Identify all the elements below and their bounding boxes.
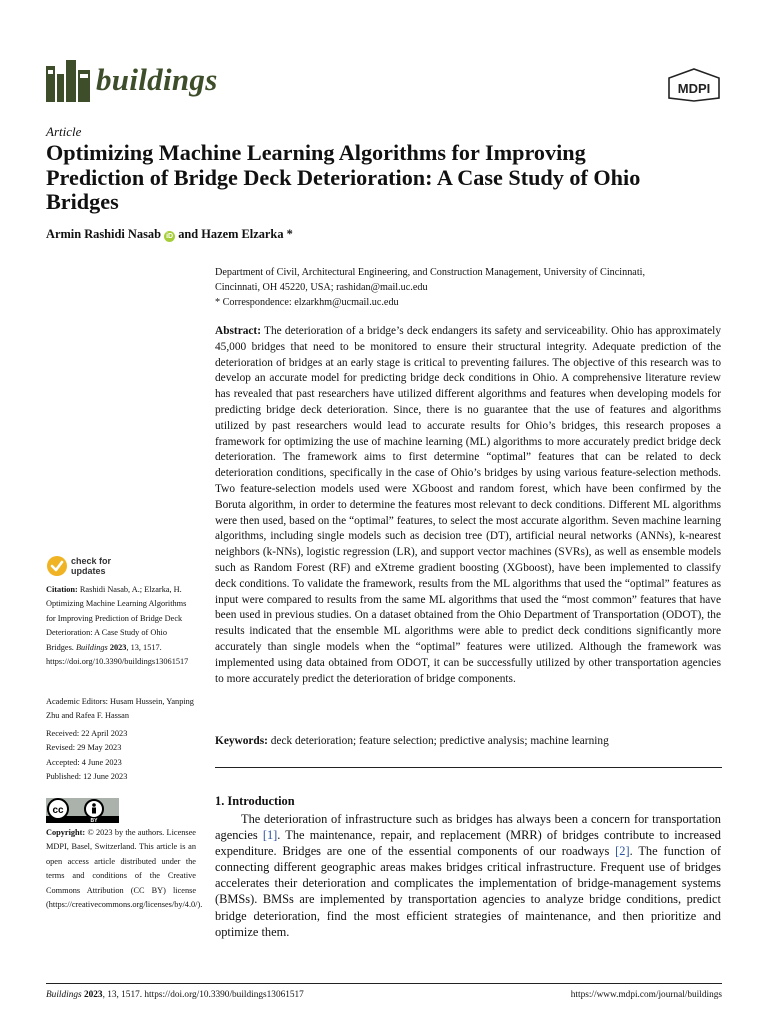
- section-divider: [215, 767, 722, 768]
- footer-year: 2023: [83, 990, 103, 1000]
- intro-text: The deterioration of infrastructure such as bridges has always been a concern for transportation agencies: [215, 812, 721, 843]
- citation-label: Citation:: [46, 585, 78, 594]
- date-accepted: Accepted: 4 June 2023: [46, 757, 122, 767]
- date-received: Received: 22 April 2023: [46, 729, 128, 738]
- check-updates-line: updates: [71, 566, 106, 576]
- footer-doi[interactable]: , 13, 1517. https://doi.org/10.3390/buildings13061517: [102, 990, 304, 1000]
- copyright-notice: [46, 826, 203, 912]
- footer-citation: [46, 989, 304, 1001]
- article-type: Article: [46, 124, 82, 139]
- publisher-name: MDPI: [677, 81, 711, 96]
- footer-journal-url[interactable]: https://www.mdpi.com/journal/buildings: [570, 990, 722, 1000]
- keywords-label: Keywords:: [215, 735, 268, 747]
- citation-journal: Buildings: [75, 642, 108, 652]
- copyright-label: Copyright:: [46, 828, 86, 837]
- date-published: Published: 12 June 2023: [46, 772, 128, 782]
- citation-doi[interactable]: , 13, 1517. https://doi.org/10.3390/buildings13061517: [46, 642, 189, 667]
- article-title: Optimizing Machine Learning Algorithms for Improving Prediction of Bridge Deck Deterioration: A Case Study of Ohio Bridges: [46, 140, 641, 214]
- svg-text:cc: cc: [52, 805, 64, 816]
- affiliation-line: Cincinnati, OH 45220, USA; rashidan@mail.uc.edu: [215, 282, 428, 293]
- author-name[interactable]: Armin Rashidi Nasab: [46, 227, 161, 241]
- citation-text: Rashidi Nasab, A.; Elzarka, H. Optimizing Machine Learning Algorithms for Improving Prediction of Bridge Deck Deterioration: A Case Study of Ohio Bridges.: [46, 585, 187, 652]
- mdpi-logo-icon: [667, 68, 721, 102]
- abstract-text: The deterioration of a bridge’s deck endangers its safety and serviceability. Ohio has approximately 45,000 bridges that need to be monitored to ensure their structural integrity. Adequate prediction of the deterioration of bridges at an early stage is critical to preventing failures. The objective of this research was to develop an accurate model for predicting bridge deck conditions in Ohio. A comprehensive literature review has revealed that past researchers have utilized different algorithms and features when developing models for predicting bridge deck deterioration. Since, there is no guarantee that the use of features and algorithms utilized by past researchers would lead to accurate results for Ohio’s bridges, this research proposes a framework for optimizing the use of machine learning (ML) algorithms to more accurately predict bridge deck deterioration. The framework aims to first determine “optimal” features that can be related to deck deterioration conditions, specifically in the case of Ohio’s bridges by using various feature-selection methods. Two feature-selection models used were XGboost and random forest, which have been confirmed by the Boruta algorithm, in order to determine the features most relevant to deck conditions. Different ML algorithms were then used, based on the “optimal” features, to select the most accurate algorithm. Seven machine learning algorithms, including single models such as decision tree (DT), artificial neural networks (ANNs), k-nearest neighbors (k-NNs), logistic regression (LR), and support vector machines (SVRs), as well as ensemble models such as Random Forest (RF) and eXtreme gradient boosting (XGboost), have been implemented to classify deck conditions. To validate the framework, results from the ML algorithms that used the “optimal” features as input were compared to results from the same ML algorithms that used the “most common” features that have been used in previous studies. On a dataset obtained from the Ohio Department of Transportation (ODOT), the results indicated that the ensemble ML algorithms were able to predict deck conditions significantly more accurately than single models when the “optimal” features were utilized. Although the framework was implemented using data obtained from ODOT, it can be successfully utilized by other transportation agencies to more accurately predict the deterioration of bridge components.: [215, 325, 721, 685]
- journal-name: buildings: [96, 62, 218, 97]
- academic-editors: Academic Editors: Husam Hussein, Yanping Zhu and Rafea F. Hassan: [46, 697, 194, 721]
- intro-text: . The maintenance, repair, and replacement (MRR) of bridges contribute to increased expenditure. Bridges are one of the essential components of our roadways: [215, 828, 721, 859]
- intro-text: . The function of connecting different geographic areas makes bridges critical infrastructure. Frequent use of bridges accelerates their deterioration and complicates the implementation of bridge-management systems (BMSs). BMSs are implemented by transportation agencies to analyze bridge conditions, predict bridge deterioration, find the most efficient strategies of maintenance, and then prioritize and optimize them.: [215, 844, 722, 939]
- section-heading: 1. Introduction: [215, 794, 295, 808]
- footer-journal: Buildings: [46, 990, 82, 1000]
- abstract: [215, 324, 721, 687]
- journal-logo-icon: [46, 60, 90, 102]
- check-for-updates-button[interactable]: [46, 555, 136, 579]
- svg-text:BY: BY: [90, 818, 98, 823]
- check-updates-line: check for: [71, 556, 112, 566]
- citation-link[interactable]: [2]: [615, 844, 630, 859]
- author-name: and Hazem Elzarka *: [178, 227, 293, 241]
- intro-paragraph: [215, 811, 721, 940]
- check-updates-icon: [46, 555, 68, 577]
- cc-by-license-icon[interactable]: [46, 798, 119, 823]
- footer-divider: [46, 983, 722, 984]
- keywords-text: deck deterioration; feature selection; predictive analysis; machine learning: [270, 735, 609, 747]
- citation-year: 2023: [109, 642, 127, 652]
- abstract-label: Abstract:: [215, 325, 261, 337]
- citation-link[interactable]: [1]: [262, 828, 278, 843]
- author-list: [46, 226, 293, 242]
- publication-dates: [46, 727, 196, 785]
- date-revised: Revised: 29 May 2023: [46, 743, 122, 753]
- affiliation-line: Department of Civil, Architectural Engineering, and Construction Management, University of Cincinnati,: [215, 267, 646, 278]
- copyright-text: © 2023 by the authors. Licensee MDPI, Basel, Switzerland. This article is an open access article distributed under the terms and conditions of the Creative Commons Attribution (CC BY) license (https://creativecommons.org/licenses/by/4.0/).: [46, 828, 203, 910]
- orcid-icon[interactable]: iD: [166, 233, 174, 240]
- correspondence: * Correspondence: elzarkhm@ucmail.uc.edu: [215, 297, 399, 308]
- keywords: [215, 734, 721, 749]
- citation-block: [46, 583, 196, 669]
- check-updates-label: [71, 556, 111, 576]
